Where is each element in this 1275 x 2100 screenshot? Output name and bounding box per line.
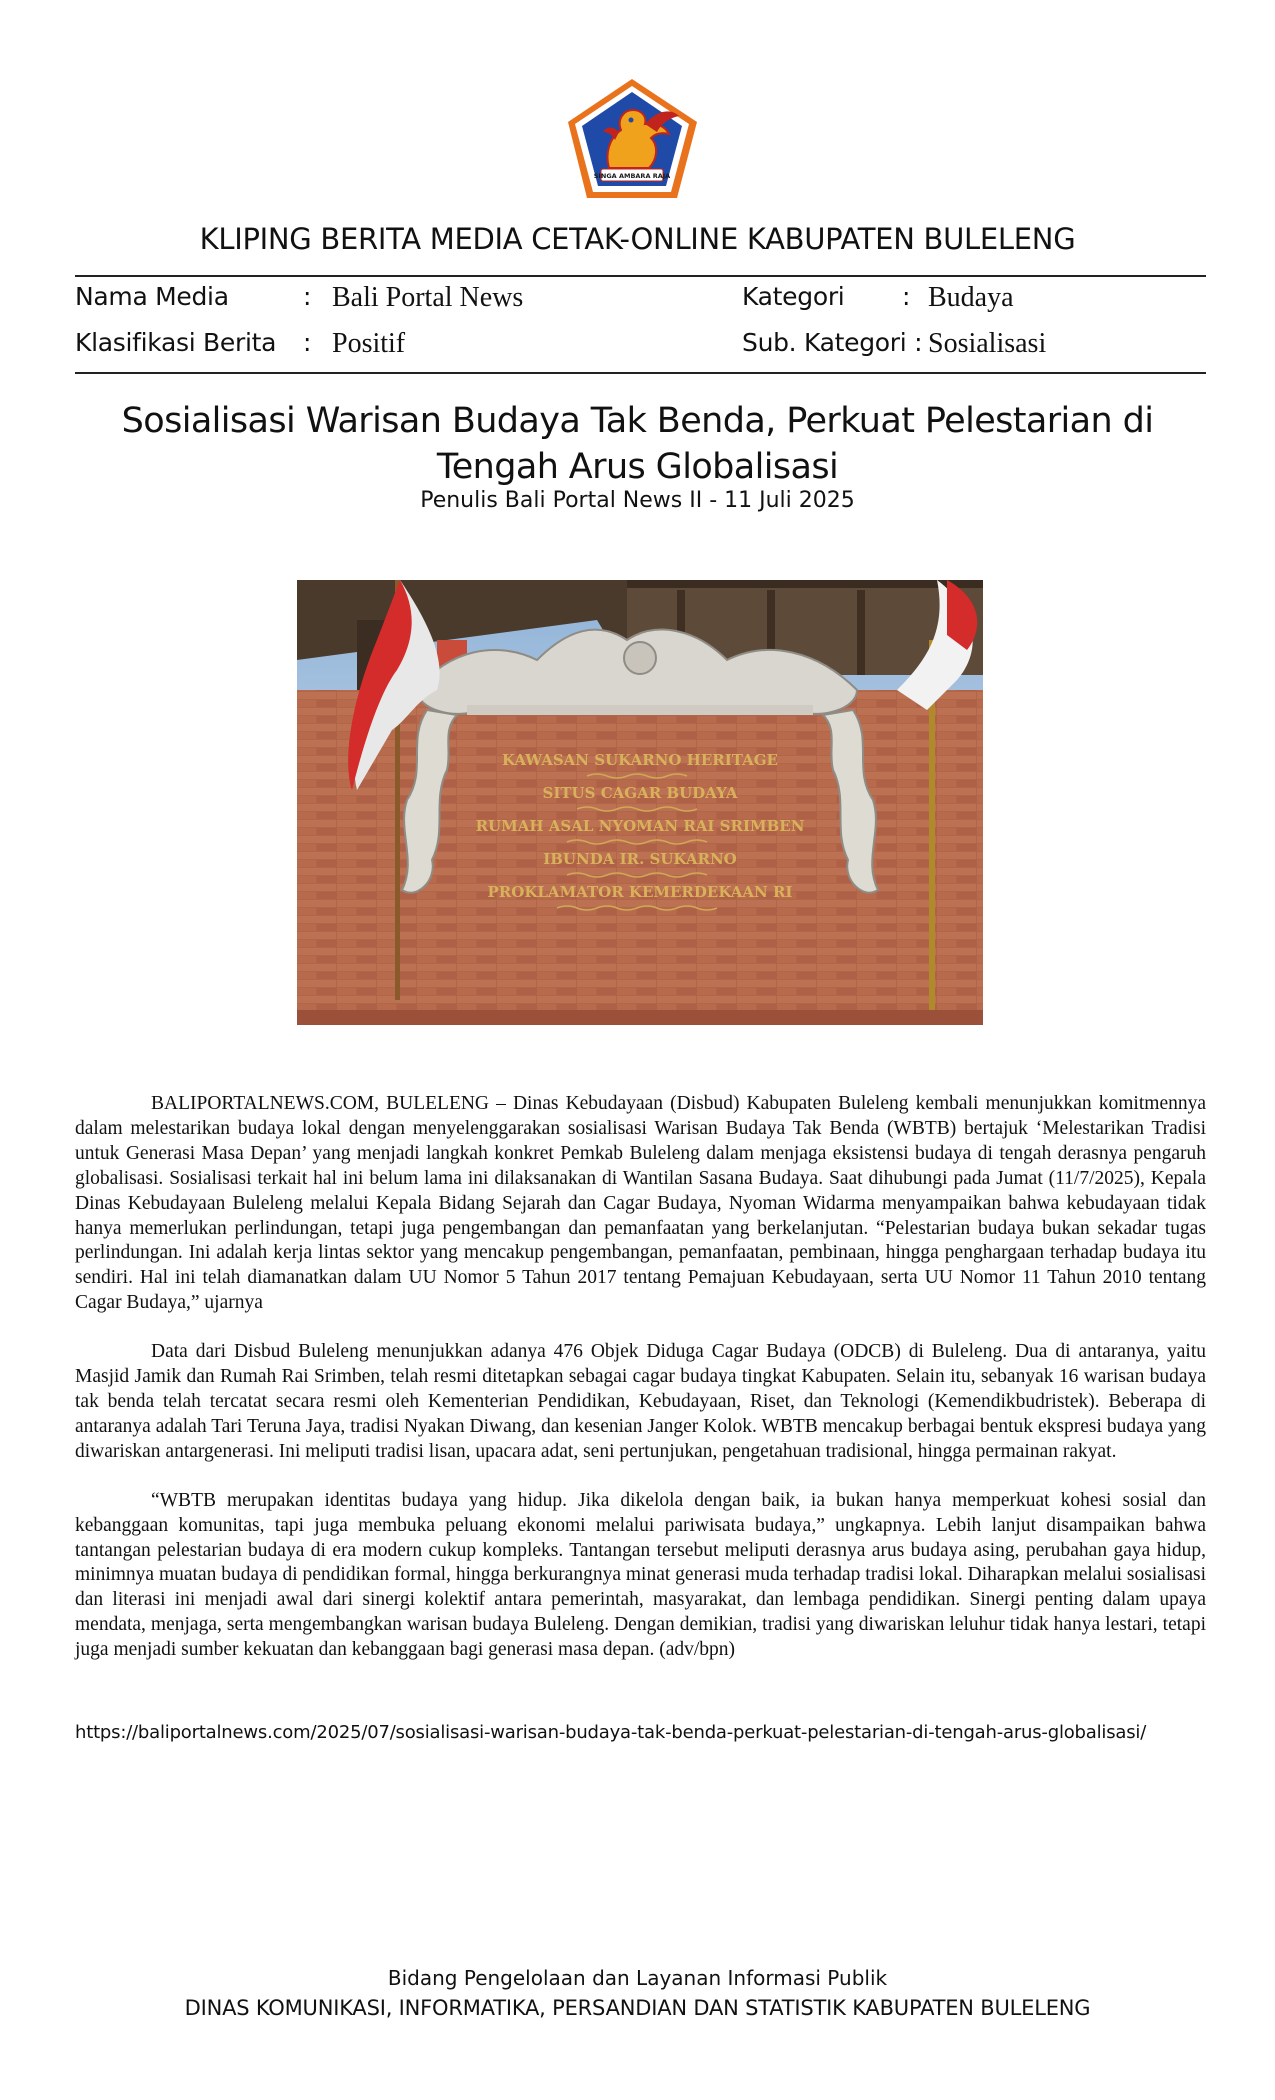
sub-kategori-value: Sosialisasi <box>928 328 1047 359</box>
article-photo <box>297 580 983 1025</box>
kategori-value: Budaya <box>928 282 1014 313</box>
article-paragraph-1: BALIPORTALNEWS.COM, BULELENG – Dinas Kebudayaan (Disbud) Kabupaten Buleleng kembali menunjukkan komitmennya dalam melestarikan budaya lokal dengan menyelenggarakan sosialisasi Warisan Budaya Tak Benda (WBTB) bertajuk ‘Melestarikan Tradisi untuk Generasi Masa Depan’ yang menjadi langkah konkret Pemkab Buleleng dalam menjaga eksistensi budaya di tengah derasnya pengaruh globalisasi. Sosialisasi terkait hal ini belum lama ini dilaksanakan di Wantilan Sasana Budaya. Saat dihubungi pada Jumat (11/7/2025), Kepala Dinas Kebudayaan Buleleng melalui Kepala Bidang Sejarah dan Cagar Budaya, Nyoman Widarma menyampaikan bahwa kebudayaan tidak hanya memerlukan perlindungan, tetapi juga pengembangan dan pemanfaatan yang berkelanjutan. “Pelestarian budaya bukan sekadar tugas perlindungan. Ini adalah kerja lintas sektor yang mencakup pengembangan, pemanfaatan, pembinaan, hingga penghargaan terhadap budaya itu sendiri. Hal ini telah diamanatkan dalam UU Nomor 5 Tahun 2017 tentang Pemajuan Kebudayaan, serta UU Nomor 11 Tahun 2010 tentang Cagar Budaya,” ujarnya <box>75 1093 1206 1314</box>
article-paragraph-3: “WBTB merupakan identitas budaya yang hidup. Jika dikelola dengan baik, ia bukan hanya memperkuat kohesi sosial dan kebanggaan komunitas, tapi juga membuka peluang ekonomi melalui pariwisata budaya,” ungkapnya. Lebih lanjut disampaikan bahwa tantangan pelestarian budaya di era modern cukup kompleks. Tantangan tersebut meliputi derasnya arus budaya asing, perubahan gaya hidup, minimnya muatan budaya di pendidikan formal, hingga berkurangnya minat generasi muda terhadap tradisi lokal. Diharapkan melalui sosialisasi dan literasi ini menjadi awal dari sinergi kolektif antara pemerintah, masyarakat, dan lembaga pendidikan. Sinergi penting dalam upaya mendata, menjaga, serta mengembangkan warisan budaya Buleleng. Dengan demikian, tradisi yang diwariskan leluhur tidak hanya lestari, tetapi juga menjadi sumber kekuatan dan kebanggaan bagi generasi masa depan. (adv/bpn) <box>75 1489 1206 1661</box>
footer-agency: DINAS KOMUNIKASI, INFORMATIKA, PERSANDIAN DAN STATISTIK KABUPATEN BULELENG <box>184 1996 1091 2020</box>
klasifikasi-value: Positif <box>332 328 406 359</box>
sign-line-3: RUMAH ASAL NYOMAN RAI SRIMBEN <box>475 817 805 835</box>
logo-motto: SINGA AMBARA RAJA <box>593 172 671 180</box>
media-value: Bali Portal News <box>332 282 524 313</box>
header-rule-bottom <box>75 372 1206 374</box>
klasifikasi-label: Klasifikasi Berita <box>75 328 277 357</box>
sign-line-4: IBUNDA IR. SUKARNO <box>543 850 737 868</box>
sub-kategori-label: Sub. Kategori : <box>742 328 923 357</box>
sign-line-5: PROKLAMATOR KEMERDEKAAN RI <box>487 883 793 901</box>
header-rule-top <box>75 275 1206 277</box>
klasifikasi-colon: : <box>303 328 312 357</box>
media-label: Nama Media <box>75 282 229 311</box>
header-title: KLIPING BERITA MEDIA CETAK-ONLINE KABUPATEN BULELENG <box>199 222 1076 256</box>
regency-logo <box>565 76 700 201</box>
meta-row-1 <box>75 282 1206 318</box>
article-paragraph-2: Data dari Disbud Buleleng menunjukkan adanya 476 Objek Diduga Cagar Budaya (ODCB) di Buleleng. Dua di antaranya, yaitu Masjid Jamik dan Rumah Rai Srimben, telah resmi ditetapkan sebagai cagar budaya tingkat Kabupaten. Selain itu, sebanyak 16 warisan budaya tak benda telah tercatat secara resmi oleh Kementerian Pendidikan, Kebudayaan, Riset, dan Teknologi (Kemendikbudristek). Beberapa di antaranya adalah Tari Teruna Jaya, tradisi Nyakan Diwang, dan kesenian Janger Kolok. WBTB mencakup berbagai bentuk ekspresi budaya yang diwariskan antargenerasi. Ini meliputi tradisi lisan, upacara adat, seni pertunjukan, pengetahuan tradisional, hingga permainan rakyat. <box>75 1341 1206 1462</box>
article-body <box>75 1092 1206 1687</box>
sign-line-1: KAWASAN SUKARNO HERITAGE <box>501 751 779 769</box>
sign-line-2: SITUS CAGAR BUDAYA <box>542 784 738 802</box>
media-colon: : <box>303 282 312 311</box>
source-url[interactable]: https://baliportalnews.com/2025/07/sosialisasi-warisan-budaya-tak-benda-perkuat-pelestarian-di-tengah-arus-globalisasi/ <box>75 1722 1147 1743</box>
kategori-label: Kategori <box>742 282 845 311</box>
footer-department: Bidang Pengelolaan dan Layanan Informasi Publik <box>387 1966 888 1990</box>
kategori-colon: : <box>902 282 911 311</box>
article-byline: Penulis Bali Portal News II - 11 Juli 2025 <box>420 488 855 513</box>
article-title: Sosialisasi Warisan Budaya Tak Benda, Perkuat Pelestarian di Tengah Arus Globalisasi <box>121 401 1154 487</box>
meta-row-2 <box>75 328 1206 364</box>
